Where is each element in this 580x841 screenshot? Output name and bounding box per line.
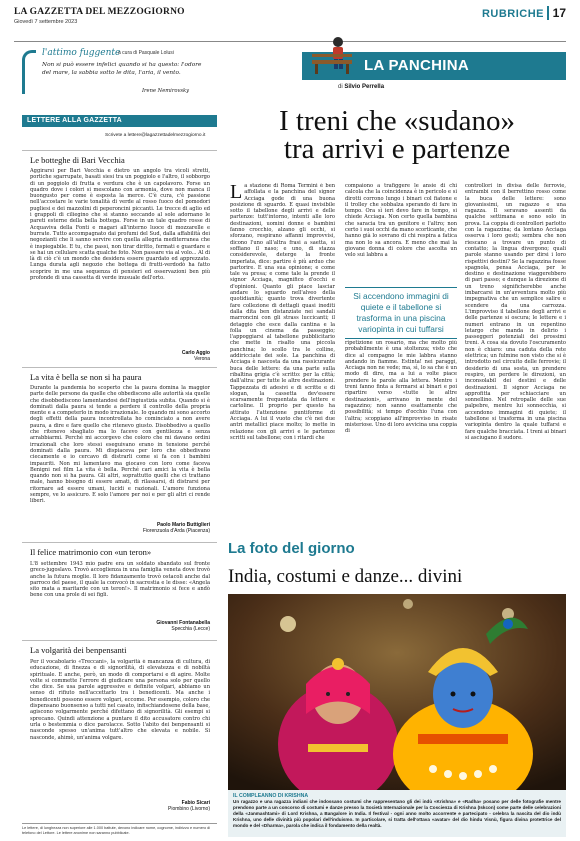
letter-signature bbox=[110, 800, 210, 812]
article-column-1 bbox=[230, 183, 335, 533]
letter-signer: Giovanni Fontanabella bbox=[156, 620, 210, 626]
lettere-header: LETTERE ALLA GAZZETTA bbox=[22, 115, 217, 127]
attimo-title: l'attimo fuggente bbox=[42, 48, 121, 58]
letter-body: Aggirarsi per Bari Vecchia e dietro un angolo tra vicoli stretti, portiche sgarrupate, basati siesi tra un poggiolo e l'altro, il sobborgo di un poggiolo di frutta e verdura che è un capolavoro. Forse un quadro dove i colori si mescolano con armonia, dove non manca il buongusto per come è esposta la merce. C'è cura, c'è passione nell'accostare le varie tonalità di verde al rosso fuoco del pomodori pugliesi e dei mazzolini di peperoncini piccanti. Le trecce di aglio ed i grappoli di ciliegino che si stanno seccando al sole adornano le pareti esterne della bella bottega. Forse in un tale quadro rosse di Acquaviva della Fonti e magari all'interno luoce di mozzarelle e burrate. Tutto accompagnato dai profumi del Sud, dalla affabilità dei negozianti che li sanno servire con quella allegria mediterranea che è inspiegabile. E tu, che passi, non tirar diritto, fermati e guardare e se hai un cellulare scatta qualche foto. Non passare via al volo... Al di là di ciò c'è un mondo che desidera essere guardato ed apprezzato. Lunga durata agli negozio che bottega di frutti-verdodò ha fatto scoprire in me una sequenza di pensieri ed osservazioni ben più profonde di una cassetta di verde inusuale dell'orto. bbox=[30, 168, 210, 282]
page-number: 17 bbox=[547, 6, 566, 20]
letter-body: Durante la pandemia ho scoperto che la paura domina la maggior parte delle persone da quelle che obbediscono alle autorità sia quelle che disobbediscono lamentandosi dell'ingiustizia subita. Quando si è dominati dalla paura si tende a perdere il controllo della propria mente e a competerlo in modo irrazionale. Io quando mi sono accorto degli effetti della paura incontrollata ho cominciato a non avere paura, a dire e fare quello che ritenevo giusto. Disobbedivo a quello che ritenevo sbagliato ma lo facevo con gentilezza e senza arrabbiarmi. Perché mi accorgevo che coloro che mi davano ordini irrazionali che loro stessi eseguivano erano in tensione perché dominati dalla paura. Mi dispiaceva per loro che obbedivano ciecamente e io cercavo di distrarli come si fa con i bambini impauriti. Non mi lamentavo ma giocavo con loro come faceva Benigni nel film La vita è bella. Perché cari amici la vita è bella quando non si ha paura. Gli altri, soprattutto quelli che ci trattano male, hanno bisogno di essere amati, di rilassarsi, di distrarsi per ritornare ad essere umani, lucidi e razionali. L'amore funziona sempre, ve lo assicuro. E solo l'amore per noi e per gli altri ci rende liberi. bbox=[30, 385, 210, 505]
divider bbox=[22, 542, 217, 543]
headline-line-1: I treni che «sudano» bbox=[279, 105, 515, 137]
photo-illustration bbox=[228, 594, 566, 790]
divider bbox=[22, 367, 217, 368]
letter-body: Per il vocabolario «Treccani», la volgarità è mancanza di cultura, di educazione, di finezza e di signorilità, di elevatezza e di nobiltà spirituale. E anche, però, un modo di comportarsi e di agire. Molte volte si commette l'errore di giudicare una persona solo per quello che dice. Se usa parole aggressive e definite volgari, abbiamo un senso di rifiuto nell'accettarlo tra i benedicenti. Ma anche i benedicenti possono essere volgari, eccome. Per esempio, coloro che dispensano buonsenso a tutti nel casato, infischiandosene della base, agiscono volgarmente perché difettano di signorilità. Gli esempi si sprecano. Quindi attenzione a puntare il dito accusatore contro chi urla o bestemmia o dice parolacce. Sotto l'abito dei benpensanti si nasconde spesso un'anima tutt'altro che elevata e nobile. Si nasconde, ahimè, un'anima volgare. bbox=[30, 659, 210, 741]
article-column-2b: ripetizione un rosario, ma che molto più probabilmente è una stoltenza; visto che dice al compagno le mie labbra stanno andando in fiamme. Estinta! nei paraggi, Acciaga non ne vede; ma, sì, lo sa che è un modo di dire, ma a lui a volte piace prendere le parole alla lettera. Mentre i treni fanno finta a fermarsi ai binari e poi ripartire verso «tutte le altre destinazioni», arrivano in mente del ragazzino; non sanno esattamente che possibilità; si tempo d'occhio l'una con l'altra; scoppiano all'improvviso in risate misteriose. Uno di loro avvicina una coppia di bbox=[345, 340, 457, 435]
lettere-email-line: Scrivete a lettere@lagazzettadelmezzogiorno.it bbox=[105, 133, 206, 138]
letter-place: Piombino (Livorno) bbox=[168, 806, 210, 812]
photo-krishna-radha bbox=[228, 594, 566, 790]
dropcap: L bbox=[230, 183, 243, 203]
letter-signature bbox=[110, 350, 210, 362]
quote-mark-icon bbox=[22, 50, 36, 94]
lettere-footnote: Le lettere, di lunghezza non superiore alle 1.000 battute, devono indicare nome, cognome, indirizzo e numero di telefono del Lettore. Le lettere anonime non saranno pubblicate. bbox=[22, 823, 217, 836]
letter-body: L'8 settembre 1943 mio padre era un soldato sbandato sul fronte greco-jugoslavo. Trovò accoglienza in una famiglia veneta dove trovò anche la futura moglie. Il loro fidanzamento trovò ostacoli anche dal parroco del paese, il quale la convocò in sacrestia e le disse: «Angela sito mata a maritarde con un teron!». Il matrimonio si fece e andò bene con una prole di sei figli. bbox=[30, 561, 210, 599]
letter-signer: Paolo Mario Buttiglieri bbox=[156, 522, 210, 528]
panchina-headline bbox=[228, 107, 566, 163]
attimo-author: Irene Nemirovsky bbox=[142, 88, 190, 94]
article-text: a stazione di Roma Termini è ben affollata e la panchina del signor Acciaga gode di una buona posizione di sguardo. E quasi invisibile sotto il tabellone degli arrivi e delle partenze: tutt'intorno, intenti alle loro destinazioni, uomini donne e bambini fanno crocchio, alzano gli occhi, si sforzano, respirano affanni improvvisi, dicono l'uno all'altra frasi a saetta, si soffiano il naso; e uno, di stazza considerevole, deterge la fronte imperlata, dice: partire è più arduo che partorire. E una sua opinione; e come tale va presa; e come tale la prende il signor Acciaga, magnifico d'occhi e d'opinioni. Quanto gli piace lasciar andare lo sguardo nell'alveo della quotidianità; quanto trova divertente fare collezione di dettagli quasi inediti dalla dita ben distanziate nei sandali marroncini con gli strass luccicanti; il detaggio che esce dalla cantina e la folla un cinema da passeggio; l'appoggiarsi al tabellone pubblicitario che mette in risalto una piccola panchina; lo scollo tra le colline, addiricciate dei sole. bbox=[230, 183, 335, 360]
foto-header bbox=[228, 540, 566, 558]
letter-place: Verona bbox=[194, 356, 210, 362]
letter-place: Fiorenzuola d'Arda (Piacenza) bbox=[142, 528, 210, 534]
article-text: La panchina di Acciaga è nascosta da una rassicurante buca delle lettere: da una parte sulla ribaltina grigia c'è scritto: per la città; dall'altra: per tutte le altre destinazioni. Tappezzata di adesivi e di scritte e di slogan, la cassetta dev'essere scarsamente frequentata da lettere e cartoline. Il proprio per questo ha attirato l'attenzione puntiforme di Acciaga. A lui il vuoto che c'è nei due antri metallici piace molto; lo mette in relazione con gli arrivi e le partenze scritti sul tabellone; con i ritardi che bbox=[230, 353, 335, 441]
attimo-fuggente-box bbox=[22, 48, 217, 110]
letter-title: La volgarità dei benpensanti bbox=[30, 645, 127, 655]
letter-place: Specchia (Lecce) bbox=[171, 626, 210, 632]
caption-heading: IL COMPLEANNO DI KRISHNA bbox=[233, 793, 309, 799]
panchina-header bbox=[302, 52, 566, 80]
letter-signer: Fabio Sicari bbox=[181, 800, 210, 806]
attimo-curator: a cura di Pasquale Lolusi bbox=[118, 50, 174, 56]
masthead bbox=[14, 4, 566, 42]
divider bbox=[22, 640, 217, 641]
issue-date: Giovedì 7 settembre 2023 bbox=[14, 19, 78, 25]
headline-line-2: tra arrivi e partenze bbox=[283, 133, 511, 165]
letter-signature bbox=[90, 522, 210, 534]
letter-title: La vita è bella se non si ha paura bbox=[30, 372, 142, 382]
article-column-2a: compaiono a trafiggere le ansie di chi calcola che la coincidenza è in pericolo e si dirotti corrono lungo i binari col fiatone e il trolley che sobbalza sperando di fare in tempo. Ora sì ieri devo fare in tempo, si chiede Acciaga. Non certo quella bambina che saracia tra un genitore e l'altro; non certo i suoi occhi da mano scorticante, che hanno già lo sovrano di chi respira a fatica ma non lo sa ancora. E meno che mai la giovane donna di colore che ascolta un velo sui labbra a bbox=[345, 183, 457, 259]
byline-prefix: di bbox=[338, 84, 343, 90]
pull-quote: Si accendono immagini di quiete e il tabellone si trasforma in una piscina variopinta in cui tuffarsi bbox=[345, 287, 457, 339]
article-column-3: controllori in divisa delle ferrovie, entrambi con il berrettino rosso come la buca delle lettere: sono giovanissimi, un ragazzo e una ragazza. Il seravano assenti da qualche settimana e sono solo in prova. La coppia di controllori parlotto con la ragazzina; da lontano Acciaga osserva i loro gesti; sembra che non riescano a trovare un punto di contatto; la lingua divergono; quali parole stanno usando per dirsi i loro rispettivi destini? Se la ragazzina fosse spagnola, pensa Acciaga, per le destino e destinazione viaggerebbero di pari passo; e dunque la direzione di un treno significherebbe anche imbarcarsi in un'avventura molto più impegnativa che un semplice salire e scendere da una carrozza. L'improvviso il tabellone degli arrivi e delle partenze si oscura; le lettere e i numeri entrano in un repentino letargo che manda in delirio i passeggeri potenziali dei prossimi treni. A cosa sia dovuto l'oscuramento non è chiaro: una caduta della rete elettrica; un fulmine non visto che si è introdotto nel circuito delle ferrovie; il desiderio di una sosta, un prendere respiro, un perdere le direzioni, un inconsolabil dei destini e delle destinazioni. Il signor Acciaga ne approfitta per schiacciare un sonnellino. Nel retropalle delle sue palpebre, mentre lui sonnecchia, si accendono immagini di quiete; il tabellone si trasforma in una piscina variopinta dentro la quale tuffarsi e fare qualche bracciata. I treni ai binari si asciugano il sudore. bbox=[465, 183, 566, 441]
foto-caption bbox=[228, 790, 566, 837]
foto-headline: India, costumi e danze... divini bbox=[228, 566, 463, 587]
letter-signature bbox=[90, 620, 210, 632]
byline-author: Silvio Perrella bbox=[344, 84, 385, 90]
letter-title: Il felice matrimonio con «un teron» bbox=[30, 547, 152, 557]
divider bbox=[22, 150, 217, 151]
bench-illustration-icon bbox=[308, 34, 356, 78]
foto-title: La foto del giorno bbox=[228, 540, 355, 557]
panchina-title: LA PANCHINA bbox=[364, 57, 469, 74]
byline bbox=[338, 84, 384, 90]
newspaper-name: LA GAZZETTA DEL MEZZOGIORNO bbox=[14, 7, 185, 17]
section-name: RUBRICHE bbox=[481, 8, 544, 20]
letter-title: Le botteghe di Bari Vecchia bbox=[30, 155, 125, 165]
caption-text: Un ragazzo e una ragazza indiani che indossano costumi che rappresentano gli dei indù «Krishna» e «Radha» posano per delle fotografie mentre prendono parte a un concorso di costumi e danze presso la Società Internazionale per la Coscienza di Krishna (Iskcon) come parte delle celebrazioni della «Janmashtami» di Lord Krishna, a Bangalore in India. Il festival - ogni anno molto accorrente e partecipato - celebra la nascita del dio indù Krishna, uno delle divinità più popolari dell'induismo. In particolare, si tratta dell'ottava «avatar» del dio hindu Visnù, figura divina protettrice del mondo e del «Dharma», parola che indica il fondamento della realtà. bbox=[233, 799, 561, 828]
letter-signer: Carlo Aggio bbox=[181, 350, 210, 356]
attimo-poem: Non si può essere infelici quando si ha questo: l'odore del mare, la sabbia sotto le dita, l'aria, il vento. bbox=[42, 62, 202, 76]
